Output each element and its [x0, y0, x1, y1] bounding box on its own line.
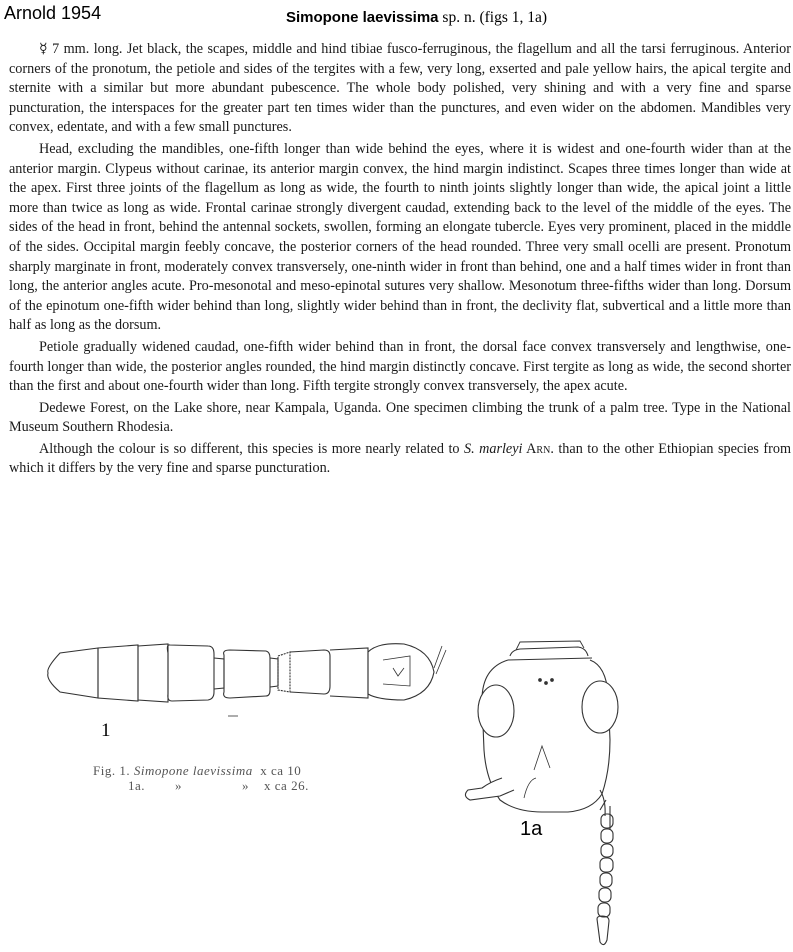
paragraph-diagnosis: ☿ 7 mm. long. Jet black, the scapes, middle and hind tibiae fusco-ferruginous, the flagellum and all the tarsi ferruginous. Anterior corners of the pronotum, the petiole and sides of the tergites with a few, very long, exserted and pale yellow hairs, the apical tergite and sternite with a similar but more abundant pubescence. The whole body polished, very shining and with a very fine and sparse puncturation, the interspaces for the greater part ten times wider than the punctures, and even wider on the abdomen. Mandibles very convex, edentate, and with a few small punctures. — [9, 41, 791, 136]
figure-1a-head-drawing — [460, 630, 640, 948]
source-label: Arnold 1954 — [4, 3, 102, 23]
species-heading — [0, 9, 793, 27]
paragraph-head-thorax: Head, excluding the mandibles, one-fifth longer than wide behind the eyes, where it is widest and one-fourth wider than at the anterior margin. Clypeus without carinae, its anterior margin convex, the hind margin indistinct. Scapes three times longer than wide at the apex. First three joints of the flagellum as long as wide, the fourth to ninth joints slightly longer than wide, the apical joint a little more than twice as long as wide. Frontal carinae strongly divergent caudad, extending back to the level of the middle of the eyes. The sides of the head in front, behind the antennal sockets, swollen, forming an elongate tubercle. Eyes very prominent, placed in the middle of the sides. Occipital margin feebly concave, the posterior corners of the head rounded. Three very small ocelli are present. Pronotum sharply marginate in front, moderately convex transversely, one-ninth wider in front than behind, one and a half times wider in front than long, the anterior angles acute. Pro-mesonotal and meso-epinotal sutures very shallow. Mesonotum three-fifths wider than long. Dorsum of the epinotum one-fifth wider behind than long, slightly wider behind than in front, the declivity flat, subvertical and a little more than half as long as the dorsum. — [9, 140, 791, 334]
description-body — [9, 40, 791, 479]
species-name: Simopone laevissima — [285, 9, 439, 26]
author-abbrev: Arn. — [522, 440, 554, 457]
figure-caption — [93, 763, 393, 793]
antenna-flagellum — [597, 814, 613, 945]
figure-1-habitus-drawing — [38, 628, 448, 738]
species-suffix: sp. n. (figs 1, 1a) — [438, 9, 548, 26]
paragraph-petiole-gaster: Petiole gradually widened caudad, one-fifth wider behind than in front, the dorsal face convex transversely and lengthwise, one-fourth longer than wide, the posterior angles rounded, the hind margin distinctly concave. First tergite as long as wide, the second shorter than the first and about one-fourth wider than long. Fifth tergite strongly convex transversely, the apex acute. — [9, 338, 791, 395]
related-species: S. marleyi — [463, 440, 523, 457]
paragraph-locality: Dedewe Forest, on the Lake shore, near Kampala, Uganda. One specimen climbing the trunk of a palm tree. Type in the National Museum Southern Rhodesia. — [9, 399, 791, 436]
caption-row-1: Fig. 1. Simopone laevissima x ca 10 — [93, 763, 302, 778]
paragraph-affinities: Although the colour is so different, this species is more nearly related to S. marleyi Arn. than to the other Ethiopian species from which it differs by the very fine and sparse puncturation. — [9, 440, 791, 477]
figure-1a-number: 1a — [520, 818, 543, 840]
caption-row-2: 1a. » » x ca 26. — [128, 778, 309, 793]
figure-1-number: 1 — [101, 720, 111, 741]
